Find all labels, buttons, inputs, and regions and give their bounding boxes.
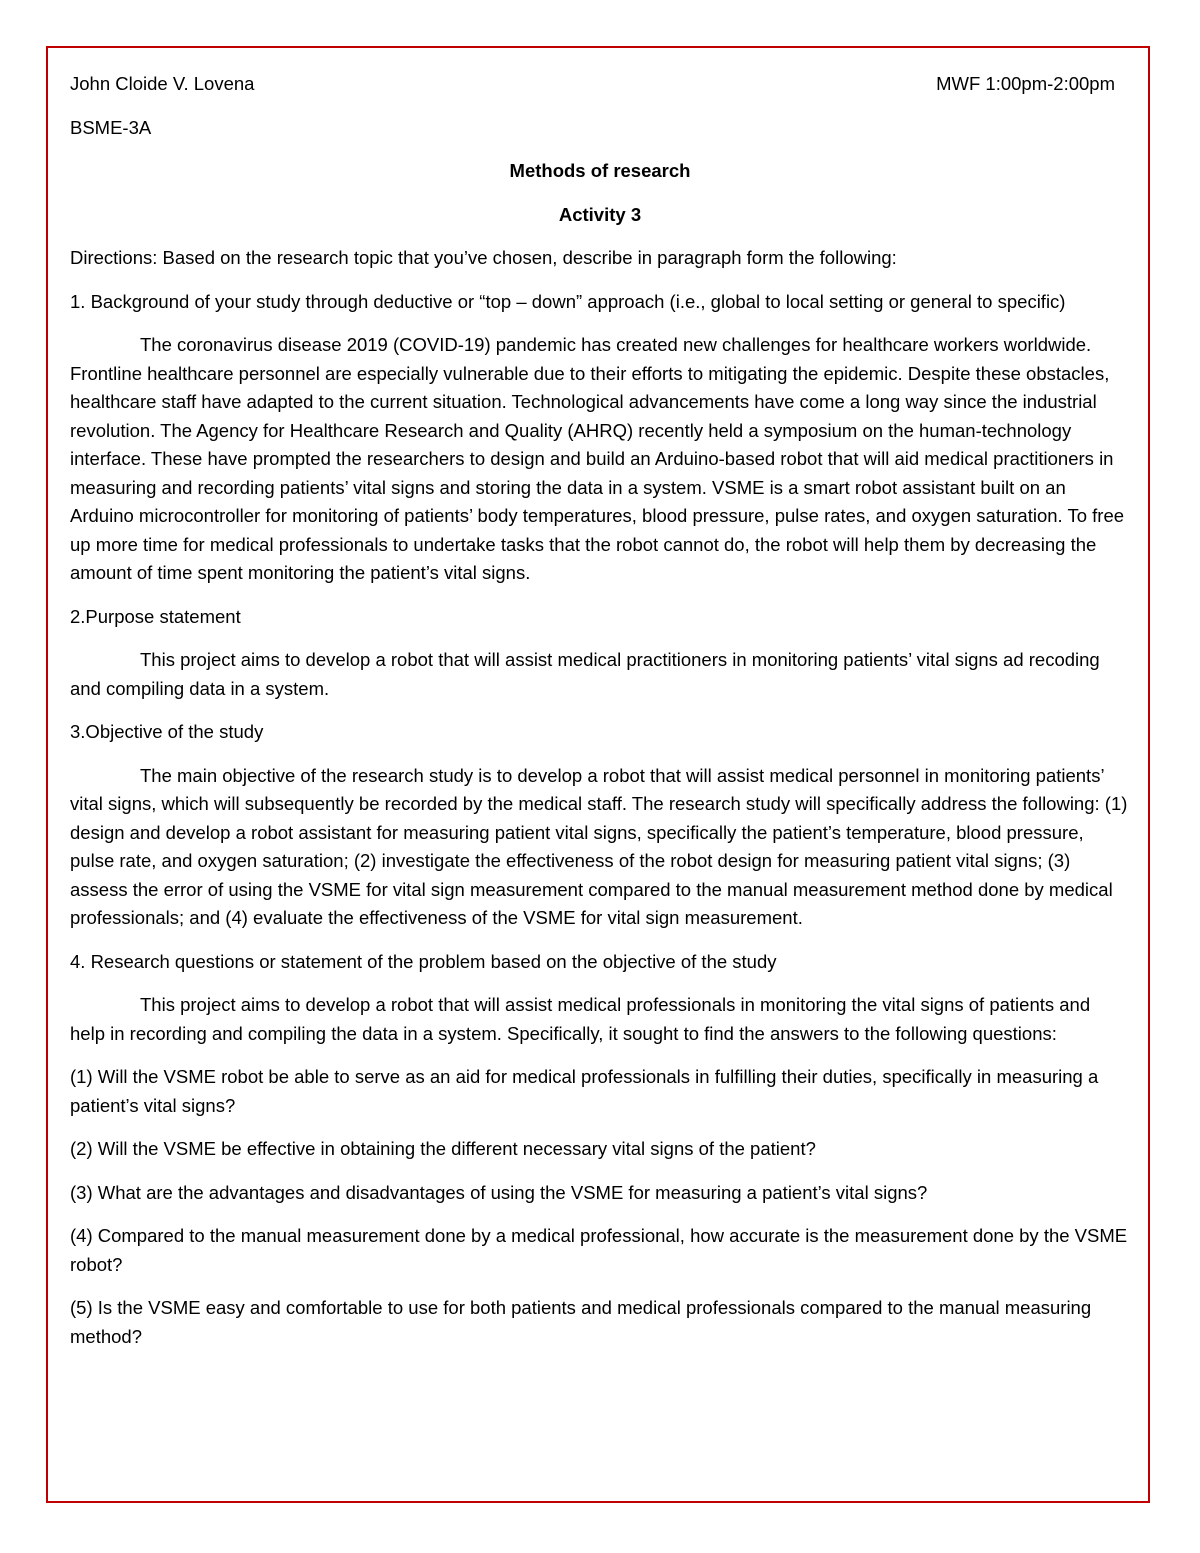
section-1-heading: 1. Background of your study through deductive or “top – down” approach (i.e., global to local setting or general to specific) bbox=[70, 290, 1066, 312]
directions: Directions: Based on the research topic that you’ve chosen, describe in paragraph form the following: bbox=[70, 247, 897, 268]
section-4-body: This project aims to develop a robot that will assist medical professionals in monitoring the vital signs of patients and help in recording and compiling the data in a system. Specifically, it sought to find the answers to the following questions: bbox=[70, 994, 1091, 1044]
student-name: John Cloide V. Lovena bbox=[70, 73, 255, 94]
document-subtitle: Activity 3 bbox=[558, 203, 642, 225]
section-3-body: The main objective of the research study is to develop a robot that will assist medical personnel in monitoring patients’ vital signs, which will subsequently be recorded by the medical staff. The research study will specifically address the following: (1) design and develop a robot assistant for measuring patient vital signs, specifically the patient’s temperature, blood pressure, pulse rate, and oxygen saturation; (2) investigate the effectiveness of the robot design for measuring patient vital signs; (3) assess the error of using the VSME for vital sign measurement compared to the manual measurement method done by medical professionals; and (4) evaluate the effectiveness of the VSME for vital sign measurement. bbox=[70, 764, 1128, 928]
section-3-heading: 3.Objective of the study bbox=[70, 721, 264, 742]
document-title: Methods of research bbox=[509, 160, 691, 181]
class-schedule: MWF 1:00pm-2:00pm bbox=[936, 73, 1115, 94]
section-2-body: This project aims to develop a robot that will assist medical practitioners in monitoring patients’ vital signs ad recoding and compiling data in a system. bbox=[70, 649, 1100, 699]
question-3: (3) What are the advantages and disadvantages of using the VSME for measuring a patient’s vital signs? bbox=[70, 1181, 928, 1203]
section-2-heading: 2.Purpose statement bbox=[70, 605, 241, 627]
question-1: (1) Will the VSME robot be able to serve as an aid for medical professionals in fulfilling their duties, specifically in measuring a patient’s vital signs? bbox=[70, 1066, 1099, 1116]
question-5: (5) Is the VSME easy and comfortable to use for both patients and medical professionals compared to the manual measuring method? bbox=[70, 1297, 1092, 1347]
document-body bbox=[70, 70, 1130, 1366]
student-section: BSME-3A bbox=[70, 116, 152, 138]
question-2: (2) Will the VSME be effective in obtaining the different necessary vital signs of the patient? bbox=[70, 1138, 816, 1159]
section-1-body: The coronavirus disease 2019 (COVID-19) pandemic has created new challenges for healthcare workers worldwide. Frontline healthcare personnel are especially vulnerable due to their efforts to mitigating the epidemic. Despite these obstacles, healthcare staff have adapted to the current situation. Technological advancements have come a long way since the industrial revolution. The Agency for Healthcare Research and Quality (AHRQ) recently held a symposium on the human-technology interface. These have prompted the researchers to design and build an Arduino-based robot that will aid medical practitioners in measuring and recording patients’ vital signs and storing the data in a system. VSME is a smart robot assistant built on an Arduino microcontroller for monitoring of patients’ body temperatures, blood pressure, pulse rates, and oxygen saturation. To free up more time for medical professionals to undertake tasks that the robot cannot do, the robot will help them by decreasing the amount of time spent monitoring the patient’s vital signs. bbox=[70, 334, 1125, 583]
question-4: (4) Compared to the manual measurement done by a medical professional, how accurate is the measurement done by the VSME robot? bbox=[70, 1225, 1128, 1275]
section-4-heading: 4. Research questions or statement of the problem based on the objective of the study bbox=[70, 950, 777, 972]
header-row bbox=[70, 70, 1130, 99]
